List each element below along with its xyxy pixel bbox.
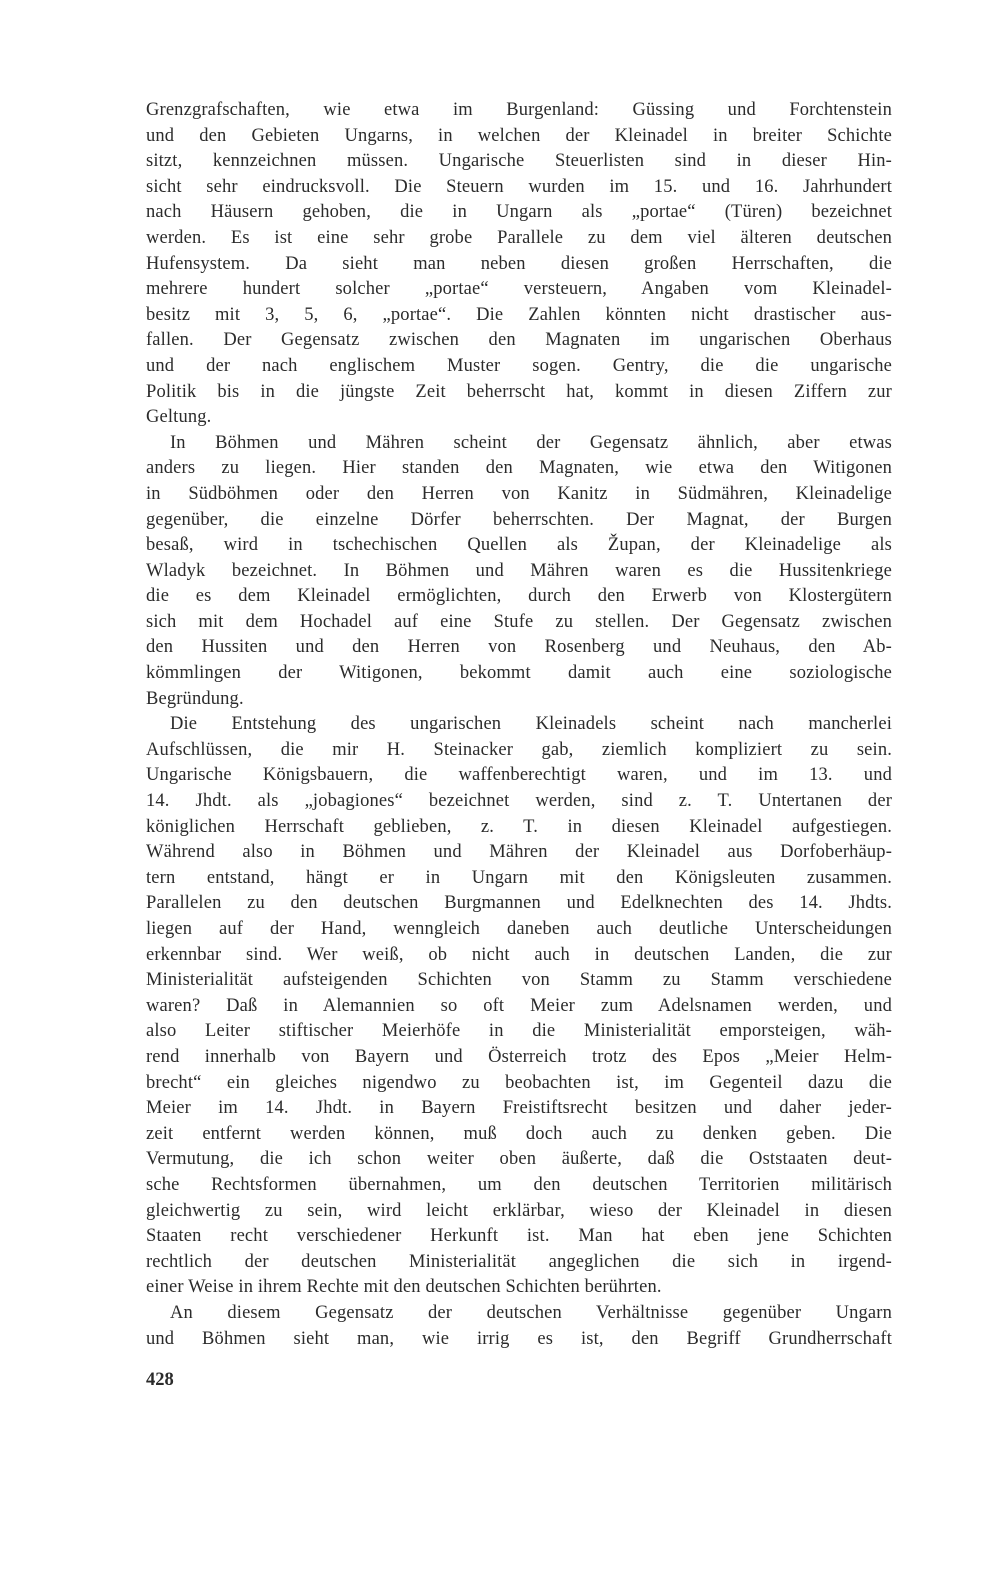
text-line: rechtlich der deutschen Ministerialität angeglichen die sich in irgend- [146,1251,892,1272]
text-line: Meier im 14. Jhdt. in Bayern Freistiftsrecht besitzen und daher jeder- [146,1098,892,1119]
text-line: gleichwertig zu sein, wird leicht erklärbar, wieso der Kleinadel in diesen [146,1200,892,1221]
text-line: Ungarische Königsbauern, die waffenberechtigt waren, und im 13. und [146,765,892,786]
text-line: rend innerhalb von Bayern und Österreich trotz des Epos „Meier Helm- [146,1046,892,1067]
text-line: Wladyk bezeichnet. In Böhmen und Mähren waren es die Hussitenkriege [146,560,892,581]
text-line: Die Entstehung des ungarischen Kleinadels scheint nach mancherlei [170,714,892,735]
text-line: Politik bis in die jüngste Zeit beherrscht hat, kommt in diesen Ziffern zur [146,381,892,402]
text-line: tern entstand, hängt er in Ungarn mit den Königsleuten zusammen. [146,867,892,888]
text-line: nach Häusern gehoben, die in Ungarn als „portae“ (Türen) bezeichnet [146,202,892,223]
text-line: die es dem Kleinadel ermöglichten, durch den Erwerb von Klostergütern [146,586,892,607]
text-line: Grenzgrafschaften, wie etwa im Burgenland: Güssing und Forchtenstein [146,100,892,120]
text-line: und Böhmen sieht man, wie irrig es ist, den Begriff Grundherrschaft [146,1328,892,1349]
text-line: sich mit dem Hochadel auf eine Stufe zu stellen. Der Gegensatz zwischen [146,611,892,632]
text-line: Parallelen zu den deutschen Burgmannen und Edelknechten des 14. Jhdts. [146,893,892,914]
text-line: zeit entfernt werden können, muß doch auch zu denken geben. Die [146,1123,892,1144]
text-line: Begründung. [146,688,244,709]
text-line: und den Gebieten Ungarns, in welchen der Kleinadel in breiter Schichte [146,125,892,146]
text-line: königlichen Herrschaft geblieben, z. T. in diesen Kleinadel aufgestiegen. [146,816,892,837]
text-line: Staaten recht verschiedener Herkunft ist. Man hat eben jene Schichten [146,1226,892,1247]
text-line: sicht sehr eindrucksvoll. Die Steuern wurden im 15. und 16. Jahrhundert [146,176,892,197]
text-line: Geltung. [146,407,212,428]
text-line: in Südböhmen oder den Herren von Kanitz in Südmähren, Kleinadelige [146,483,892,504]
text-line: einer Weise in ihrem Rechte mit den deutschen Schichten berührten. [146,1277,662,1298]
text-line: sche Rechtsformen übernahmen, um den deutschen Territorien militärisch [146,1174,892,1195]
text-line: brecht“ ein gleiches nigendwo zu beobachten ist, im Gegenteil dazu die [146,1072,892,1093]
text-line: kömmlingen der Witigonen, bekommt damit auch eine soziologische [146,663,892,684]
text-line: 14. Jhdt. als „jobagiones“ bezeichnet werden, sind z. T. Untertanen der [146,791,892,812]
body-text [146,98,892,1352]
text-line: fallen. Der Gegensatz zwischen den Magnaten im ungarischen Oberhaus [146,330,892,351]
text-line: und der nach englischem Muster sogen. Gentry, die die ungarische [146,355,892,376]
text-line: mehrere hundert solcher „portae“ versteuern, Angaben vom Kleinadel- [146,279,892,300]
text-line: Ministerialität aufsteigenden Schichten von Stamm zu Stamm verschiedene [146,970,892,991]
text-line: Aufschlüssen, die mir H. Steinacker gab, ziemlich kompliziert zu sein. [146,739,892,760]
text-line: gegenüber, die einzelne Dörfer beherrschten. Der Magnat, der Burgen [146,509,892,530]
text-line: Hufensystem. Da sieht man neben diesen großen Herrschaften, die [146,253,892,274]
text-line: An diesem Gegensatz der deutschen Verhältnisse gegenüber Ungarn [170,1302,892,1323]
text-line: Vermutung, die ich schon weiter oben äußerte, daß die Oststaaten deut- [146,1149,892,1170]
text-line: besitz mit 3, 5, 6, „portae“. Die Zahlen könnten nicht drastischer aus- [146,304,892,325]
text-line: besaß, wird in tschechischen Quellen als Župan, der Kleinadelige als [146,535,892,556]
text-line: In Böhmen und Mähren scheint der Gegensatz ähnlich, aber etwas [170,432,892,453]
text-line: also Leiter stiftischer Meierhöfe in die Ministerialität emporsteigen, wäh- [146,1021,892,1042]
text-line: anders zu liegen. Hier standen den Magnaten, wie etwa den Witigonen [146,458,892,479]
text-line: werden. Es ist eine sehr grobe Parallele zu dem viel älteren deutschen [146,227,892,248]
text-line: den Hussiten und den Herren von Rosenberg und Neuhaus, den Ab- [146,637,892,658]
text-line: waren? Daß in Alemannien so oft Meier zum Adelsnamen werden, und [146,995,892,1016]
text-line: sitzt, kennzeichnen müssen. Ungarische Steuerlisten sind in dieser Hin- [146,151,892,172]
page-number: 428 [146,1370,174,1390]
text-line: Während also in Böhmen und Mähren der Kleinadel aus Dorfoberhäup- [146,842,892,863]
text-line: erkennbar sind. Wer weiß, ob nicht auch in deutschen Landen, die zur [146,944,892,965]
text-line: liegen auf der Hand, wenngleich daneben auch deutliche Unterscheidungen [146,919,892,939]
